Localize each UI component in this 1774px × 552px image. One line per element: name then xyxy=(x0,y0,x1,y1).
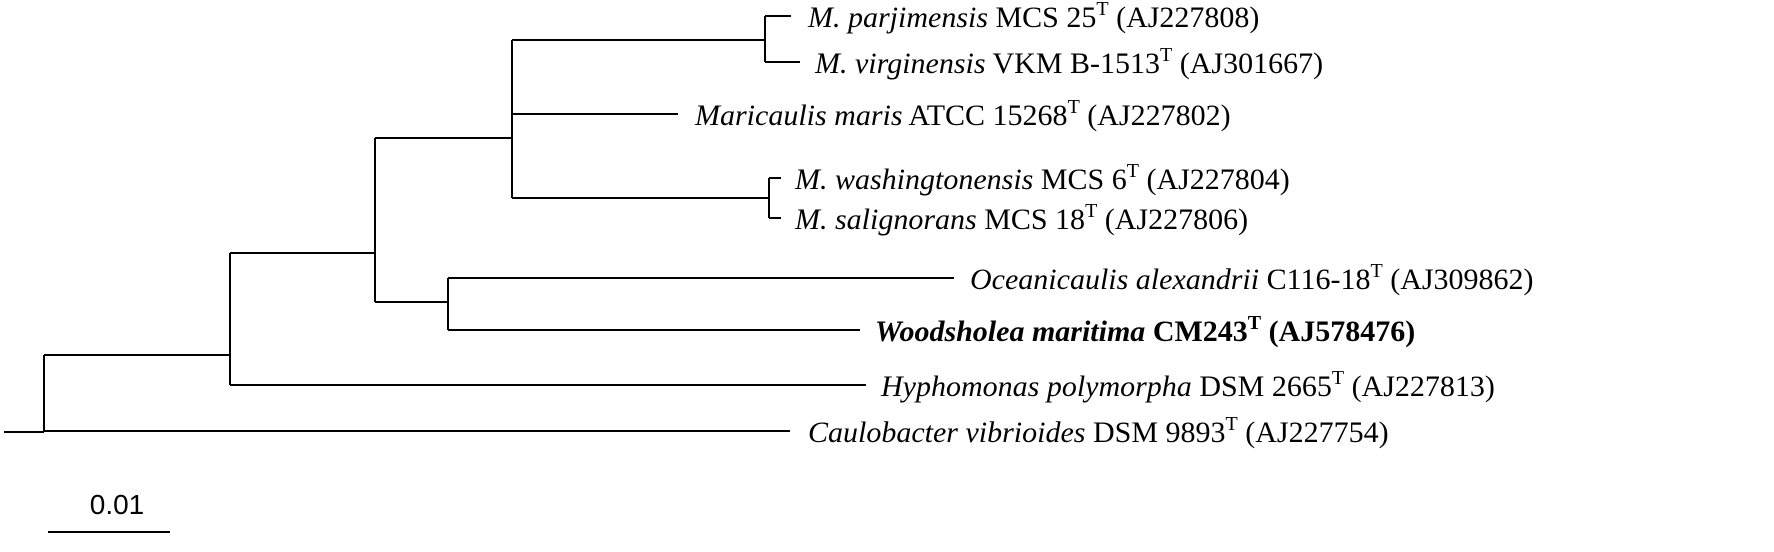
leaf-label: M. virginensis VKM $B-1513^T$ (AJ301667) xyxy=(815,44,1324,80)
leaf-labels xyxy=(694,0,1534,449)
leaf-label: M. washingtonensis MCS $6^T$ (AJ227804) xyxy=(795,160,1290,196)
leaf-label-highlighted: Woodsholea maritima $CM243^T$ (AJ578476) xyxy=(875,312,1416,348)
scale-bar-label: 0.01 xyxy=(89,489,145,520)
leaf-label: Oceanicaulis alexandrii $C116-18^T$ (AJ309862) xyxy=(970,260,1534,296)
leaf-label: M. parjimensis MCS $25^T$ (AJ227808) xyxy=(808,0,1260,34)
leaf-label: Caulobacter vibrioides DSM $9893^T$ (AJ227754) xyxy=(808,413,1389,449)
leaf-label: M. salignorans MCS $18^T$ (AJ227806) xyxy=(795,200,1249,236)
leaf-label: Hyphomonas polymorpha DSM $2665^T$ (AJ227813) xyxy=(881,367,1495,403)
scale-bar xyxy=(48,489,170,532)
leaf-label: Maricaulis maris ATCC $15268^T$ (AJ227802) xyxy=(695,96,1231,132)
